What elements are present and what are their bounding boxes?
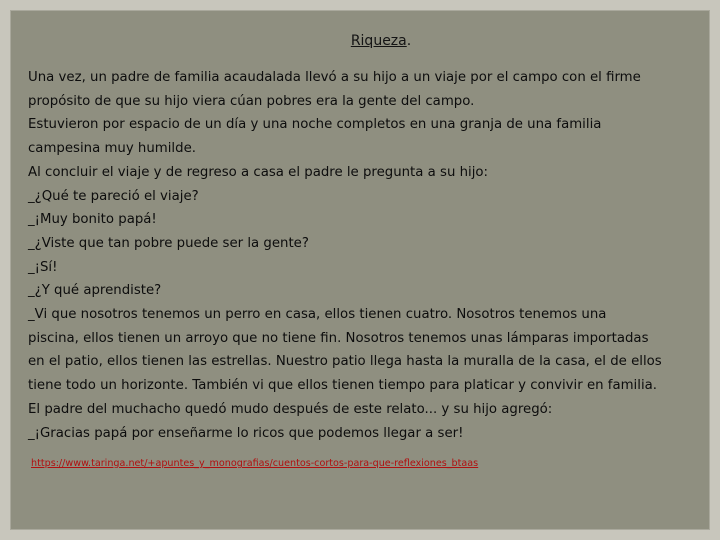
text-line: _Vi que nosotros tenemos un perro en casa, ellos tienen cuatro. Nosotros tenemos una (28, 307, 607, 323)
text-line: El padre del muchacho quedó mudo después de este relato... y su hijo agregó: (28, 401, 553, 417)
text-line: piscina, ellos tienen un arroyo que no tiene fin. Nosotros tenemos unas lámparas importadas (28, 330, 649, 346)
slide (10, 10, 710, 530)
source-link[interactable]: https://www.taringa.net/+apuntes_y_monografias/cuentos-cortos-para-que-reflexiones_btaas (31, 458, 479, 469)
text-line: _¿Viste que tan pobre puede ser la gente? (28, 235, 309, 251)
text-line: Estuvieron por espacio de un día y una noche completos en una granja de una familia (28, 117, 602, 133)
text-line: _¡Gracias papá por enseñarme lo ricos que podemos llegar a ser! (28, 425, 464, 441)
text-line: Al concluir el viaje y de regreso a casa el padre le pregunta a su hijo: (28, 164, 489, 180)
story-text (28, 66, 708, 445)
text-line: propósito de que su hijo viera cúan pobres era la gente del campo. (28, 93, 475, 109)
title-word: Riqueza (350, 33, 407, 49)
text-line: Una vez, un padre de familia acaudalada llevó a su hijo a un viaje por el campo con el firme (28, 70, 641, 85)
text-line: campesina muy humilde. (28, 141, 196, 157)
page-title (11, 33, 720, 49)
title-punctuation: . (406, 33, 412, 49)
text-line: _¡Sí! (28, 259, 58, 275)
text-line: _¿Qué te pareció el viaje? (28, 188, 199, 204)
text-line: en el patio, ellos tienen las estrellas. Nuestro patio llega hasta la muralla de la casa, el de ellos (28, 354, 662, 370)
text-line: _¡Muy bonito papá! (28, 212, 157, 228)
text-line: _¿Y qué aprendiste? (28, 283, 162, 299)
text-line: tiene todo un horizonte. También vi que ellos tienen tiempo para platicar y convivir en familia. (28, 378, 658, 394)
